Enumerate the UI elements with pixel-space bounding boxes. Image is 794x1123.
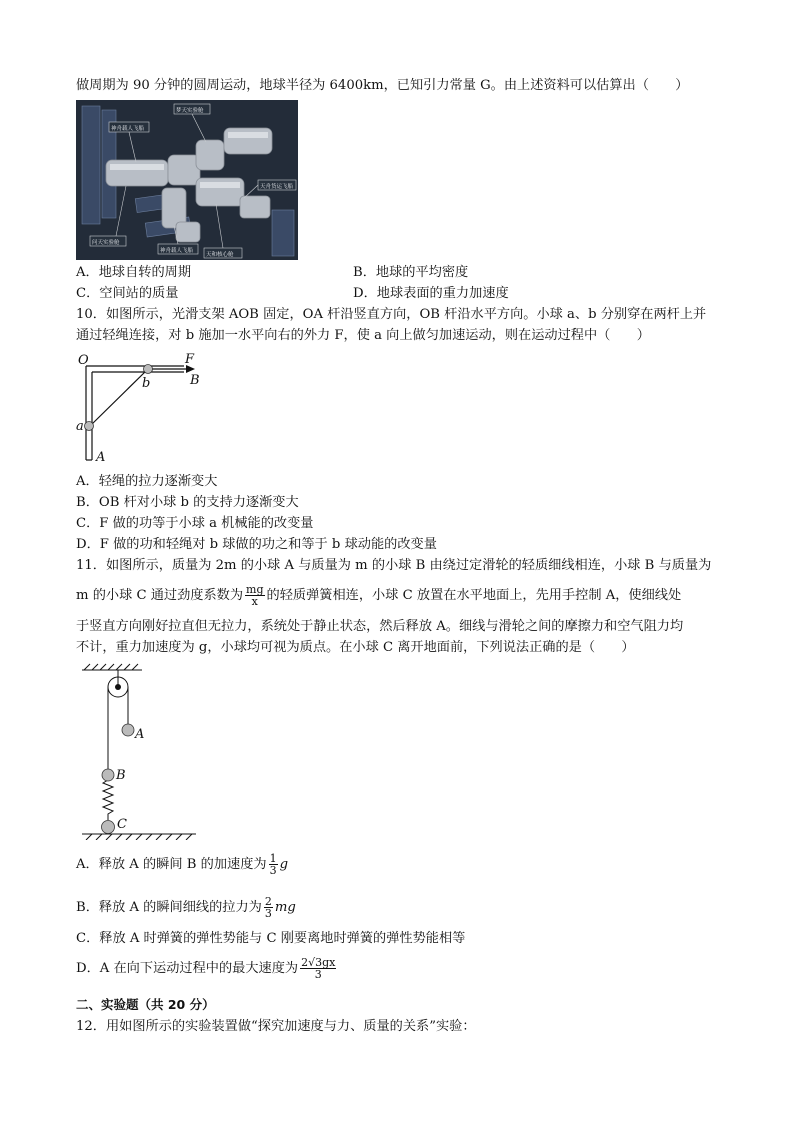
q9-option-d: D．地球表面的重力加速度: [353, 286, 509, 301]
label-F: F: [185, 352, 195, 367]
q10-figure: [74, 350, 214, 465]
q11-option-a: A．释放 A 的瞬间 B 的加速度为 $\frac{1}{3}$ g: [76, 852, 289, 877]
q9-stem: 做周期为 90 分钟的圆周运动，地球半径为 6400km，已知引力常量 G。由上述资料可以估算出（ ）: [76, 78, 689, 93]
q11-stem-line1: 11．如图所示，质量为 2m 的小球 A 与质量为 m 的小球 B 由绕过定滑轮的轻质细线相连，小球 B 与质量为: [76, 558, 712, 573]
section-heading: 二、实验题（共 20 分）: [76, 997, 215, 1012]
q10-option-d: D．F 做的功和轻绳对 b 球做的功之和等于 b 球动能的改变量: [76, 537, 437, 552]
q11-option-d: D．A 在向下运动过程中的最大速度为 $\frac{2√3gx}{3}$: [76, 956, 336, 981]
q9-option-a: A．地球自转的周期: [76, 265, 192, 280]
space-station-image: [76, 100, 298, 260]
label-ball-B: B: [116, 768, 126, 783]
q10-option-c: C．F 做的功等于小球 a 机械能的改变量: [76, 516, 314, 531]
q11-option-b: B．释放 A 的瞬间细线的拉力为 $\frac{2}{3}$ mg: [76, 895, 296, 920]
label-ball-A: A: [135, 727, 145, 742]
q11-stem-line3: 于竖直方向刚好拉直但无拉力，系统处于静止状态，然后释放 A。细线与滑轮之间的摩擦力和空气阻力均: [76, 619, 684, 634]
label-A: A: [96, 450, 106, 465]
q10-option-a: A．轻绳的拉力逐渐变大: [76, 474, 218, 489]
label-O: O: [78, 353, 89, 368]
q11-stem-line2: m 的小球 C 通过劲度系数为 $\frac{mg}{x}$ 的轻质弹簧相连，小球 C 放置在水平地面上，先用手控制 A，使细线处: [76, 583, 682, 608]
label-a: a: [76, 419, 84, 434]
q9-option-c: C．空间站的质量: [76, 286, 179, 301]
q9-option-b: B．地球的平均密度: [353, 265, 469, 280]
label-shenzhou-1: 神舟载人飞船: [111, 126, 145, 132]
label-mengtian: 梦天实验舱: [176, 108, 204, 114]
label-B: B: [190, 373, 200, 388]
label-tianhe: 天和核心舱: [206, 252, 234, 258]
q12-stem: 12．用如图所示的实验装置做“探究加速度与力、质量的关系”实验：: [76, 1019, 476, 1034]
label-b: b: [142, 376, 151, 391]
label-shenzhou-2: 神舟载人飞船: [160, 248, 194, 254]
label-ball-C: C: [117, 817, 127, 832]
q10-option-b: B．OB 杆对小球 b 的支持力逐渐变大: [76, 495, 299, 510]
q11-option-c: C．释放 A 时弹簧的弹性势能与 C 刚要离地时弹簧的弹性势能相等: [76, 931, 466, 946]
label-tianzhou: 天舟货运飞船: [260, 184, 294, 190]
q10-stem-line1: 10．如图所示，光滑支架 AOB 固定，OA 杆沿竖直方向，OB 杆沿水平方向。小球 a、b 分别穿在两杆上并: [76, 307, 707, 322]
q11-stem-line4: 不计，重力加速度为 g，小球均可视为质点。在小球 C 离开地面前，下列说法正确的是（ ）: [76, 640, 635, 655]
q10-stem-line2: 通过轻绳连接，对 b 施加一水平向右的外力 F，使 a 向上做匀加速运动，则在运动过程中（ ）: [76, 328, 650, 343]
stiffness-fraction: $\frac{mg}{x}$: [246, 583, 264, 608]
q11-figure: [78, 662, 203, 840]
label-wentian: 问天实验舱: [92, 240, 120, 246]
